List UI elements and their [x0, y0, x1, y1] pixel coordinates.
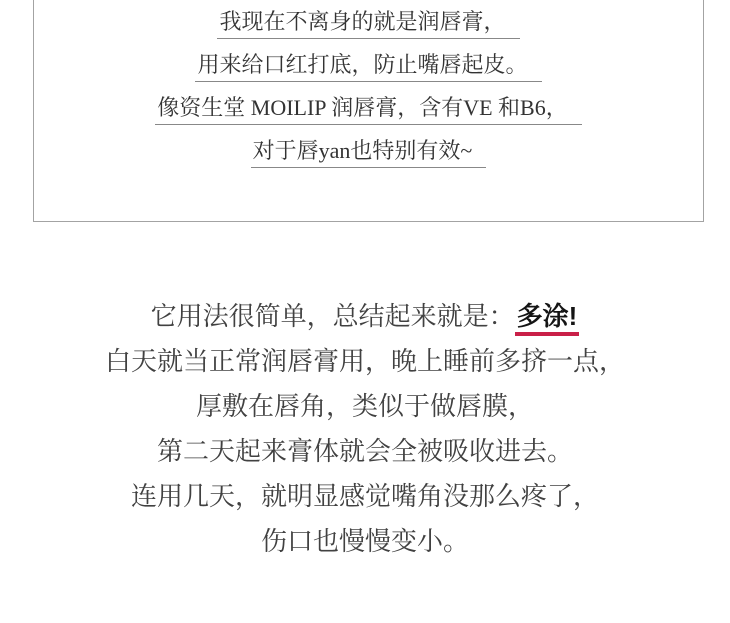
usage-intro-text: 它用法很简单，总结起来就是：	[150, 301, 515, 331]
quote-line-text: 我现在不离身的就是润唇膏，	[217, 8, 519, 39]
quote-line-text: 对于唇yan也特别有效~	[251, 137, 487, 168]
usage-line: 第二天起来膏体就会全被吸收进去。	[156, 436, 573, 466]
usage-line: 伤口也慢慢变小。	[260, 526, 469, 556]
usage-line: 连用几天，就明显感觉嘴角没那么疼了，	[130, 481, 599, 511]
quote-line-text: 用来给口红打底，防止嘴唇起皮。	[195, 51, 541, 82]
usage-line: 白天就当正常润唇膏用，晚上睡前多挤一点，	[104, 346, 625, 376]
usage-line-intro	[0, 294, 730, 339]
quote-box	[33, 0, 704, 222]
quote-line	[34, 0, 703, 43]
highlight-text: 多涂!	[515, 301, 580, 336]
quote-line	[34, 43, 703, 86]
quote-line	[34, 129, 703, 172]
usage-line: 厚敷在唇角，类似于做唇膜，	[195, 391, 534, 421]
usage-paragraph	[0, 294, 730, 564]
quote-line-text: 像资生堂 MOILIP 润唇膏，含有VE 和B6，	[155, 94, 581, 125]
quote-line	[34, 86, 703, 129]
